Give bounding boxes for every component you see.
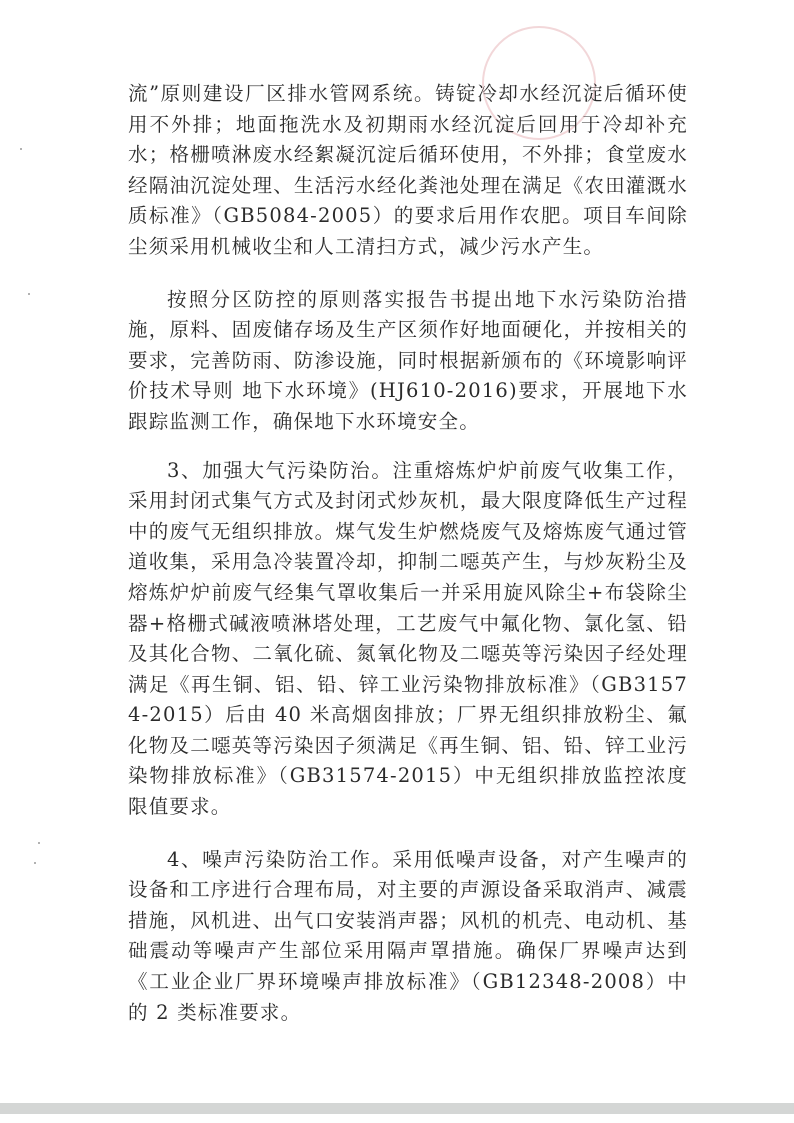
scan-speck: [20, 148, 22, 150]
scan-footer-band: [0, 1103, 794, 1114]
scan-speck: [34, 862, 36, 864]
paragraph-wastewater: 流”原则建设厂区排水管网系统。铸锭冷却水经沉淀后循环使用不外排；地面拖洗水及初期雨水经沉淀后回用于冷却补充水；格栅喷淋废水经絮凝沉淀后循环使用，不外排；食堂废水经隔油沉淀处理、生活污水经化粪池处理在满足《农田灌溉水质标准》（GB5084-2005）的要求后用作农肥。项目车间除尘须采用机械收尘和人工清扫方式，减少污水产生。: [128, 82, 688, 258]
document-body: [128, 79, 688, 1028]
paragraph-groundwater: 按照分区防控的原则落实报告书提出地下水污染防治措施，原料、固废储存场及生产区须作好地面硬化，并按相关的要求，完善防雨、防渗设施，同时根据新颁布的《环境影响评价技术导则 地下水环境》(HJ610-2016)要求，开展地下水跟踪监测工作，确保地下水环境安全。: [128, 287, 688, 433]
paragraph-air-pollution: 3、加强大气污染防治。注重熔炼炉炉前废气收集工作，采用封闭式集气方式及封闭式炒灰机，最大限度降低生产过程中的废气无组织排放。煤气发生炉燃烧废气及熔炼废气通过管道收集，采用急冷装置冷却，抑制二噁英产生，与炒灰粉尘及熔炼炉炉前废气经集气罩收集后一并采用旋风除尘+布袋除尘器+格栅式碱液喷淋塔处理，工艺废气中氟化物、氯化氢、铅及其化合物、二氧化硫、氮氧化物及二噁英等污染因子经处理满足《再生铜、铝、铅、锌工业污染物排放标准》（GB31574-2015）后由 40 米高烟囱排放；厂界无组织排放粉尘、氟化物及二噁英等污染因子须满足《再生铜、铝、铅、锌工业污染物排放标准》（GB31574-2015）中无组织排放监控浓度限值要求。: [128, 458, 688, 819]
scan-speck: [28, 293, 30, 295]
scan-speck: [38, 842, 40, 844]
paragraph-noise-pollution: 4、噪声污染防治工作。采用低噪声设备，对产生噪声的设备和工序进行合理布局，对主要的声源设备采取消声、减震措施，风机进、出气口安装消声器；风机的机壳、电动机、基础震动等噪声产生部位采用隔声罩措施。确保厂界噪声达到《工业企业厂界环境噪声排放标准》（GB12348-2008）中的 2 类标准要求。: [128, 847, 688, 1024]
